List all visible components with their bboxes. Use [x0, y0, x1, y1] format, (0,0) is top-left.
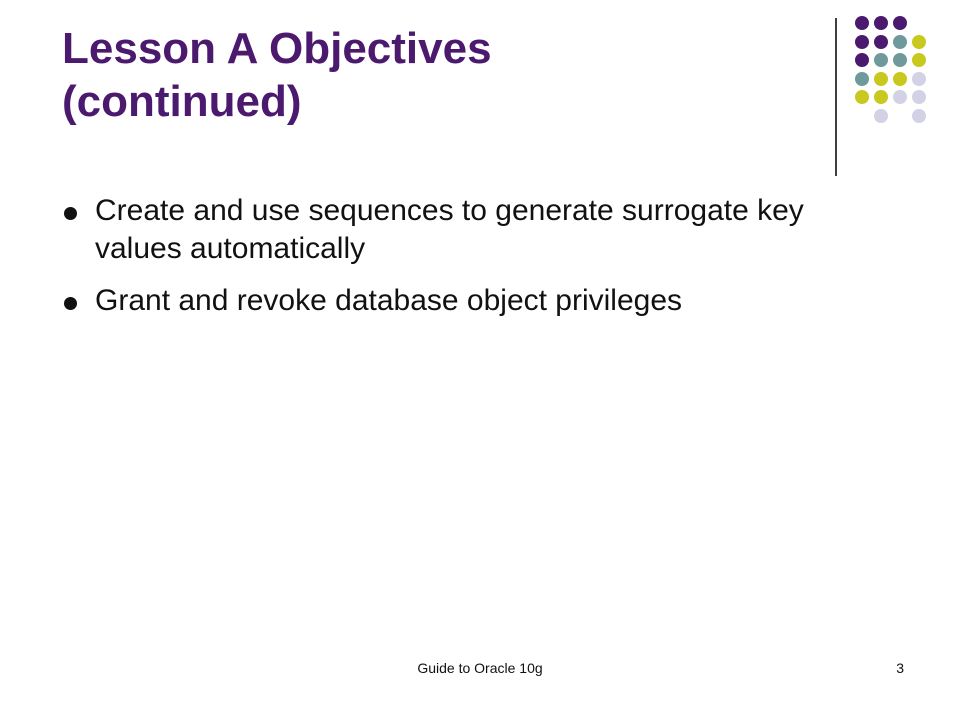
footer-text: Guide to Oracle 10g — [417, 660, 543, 676]
decorative-dot — [855, 16, 869, 30]
decorative-dot — [874, 109, 888, 123]
decorative-dot — [912, 109, 926, 123]
decorative-dot — [855, 90, 869, 104]
decorative-dot — [912, 72, 926, 86]
decorative-dot — [912, 90, 926, 104]
slide-title — [62, 22, 802, 128]
bullet-dot-icon — [64, 207, 77, 220]
decorative-dot — [855, 72, 869, 86]
bullet-item — [62, 192, 882, 268]
decorative-dot — [874, 16, 888, 30]
decorative-dot — [874, 53, 888, 67]
decorative-dot — [912, 35, 926, 49]
decorative-dot — [855, 35, 869, 49]
decorative-dot — [855, 53, 869, 67]
decorative-dot — [893, 53, 907, 67]
bullet-text: Grant and revoke database object privileges — [95, 284, 683, 317]
bullet-text: Create and use sequences to generate surrogate key values automatically — [95, 194, 804, 265]
bullet-list — [62, 192, 882, 334]
bullet-item — [62, 282, 882, 320]
decorative-dot — [893, 35, 907, 49]
slide-title-line-1: Lesson A Objectives — [62, 24, 492, 73]
decorative-dot — [874, 72, 888, 86]
decorative-dot — [893, 90, 907, 104]
decorative-dot — [893, 72, 907, 86]
slide-number: 3 — [896, 660, 904, 676]
decorative-dot — [874, 35, 888, 49]
slide-title-line-2: (continued) — [62, 77, 302, 126]
decorative-dot — [912, 53, 926, 67]
vertical-divider-line — [835, 18, 837, 176]
decorative-dot — [893, 16, 907, 30]
bullet-dot-icon — [64, 297, 77, 310]
decorative-dot — [874, 90, 888, 104]
